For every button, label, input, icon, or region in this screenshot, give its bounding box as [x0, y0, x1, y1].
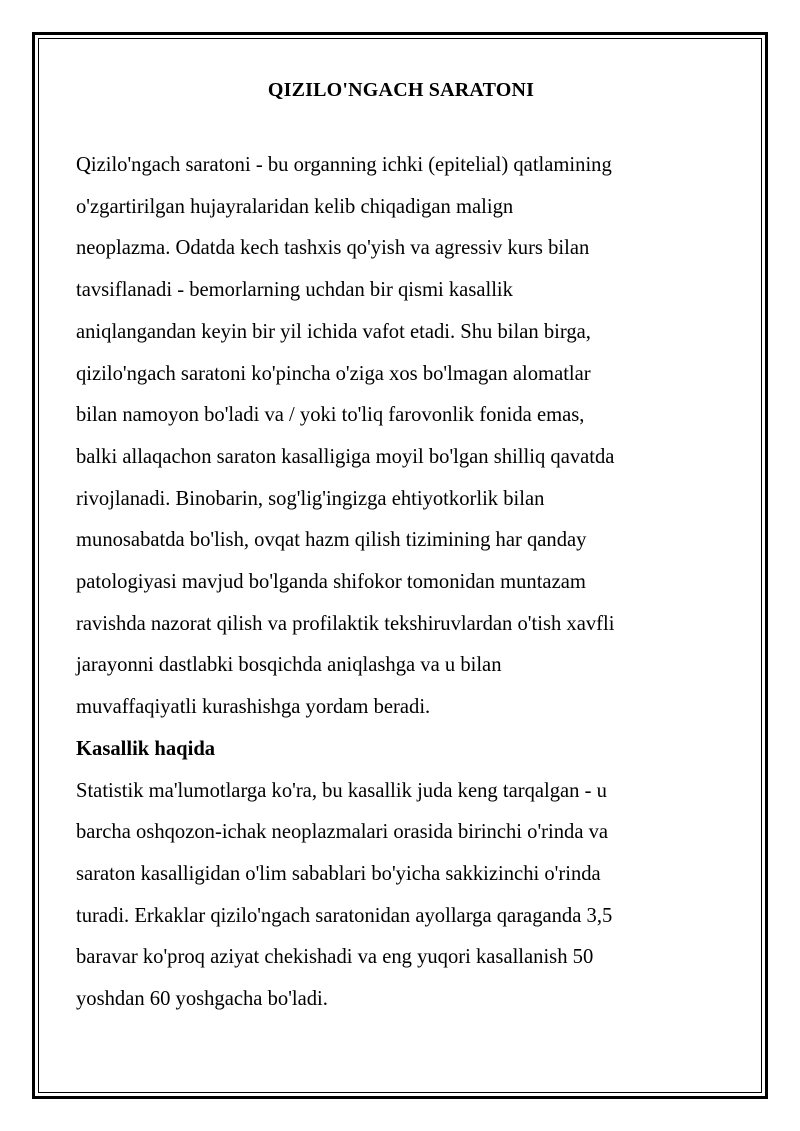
intro-line: qizilo'ngach saratoni ko'pincha o'ziga xos bo'lmagan alomatlar	[76, 362, 591, 385]
intro-line: munosabatda bo'lish, ovqat hazm qilish tizimining har qanday	[76, 529, 587, 552]
section-paragraph	[76, 771, 726, 1021]
intro-line: bilan namoyon bo'ladi va / yoki to'liq farovonlik fonida emas,	[76, 404, 585, 427]
intro-line: ravishda nazorat qilish va profilaktik tekshiruvlardan o'tish xavfli	[76, 612, 615, 635]
intro-line: patologiyasi mavjud bo'lganda shifokor tomonidan muntazam	[76, 571, 586, 594]
section-line: saraton kasalligidan o'lim sabablari bo'yicha sakkizinchi o'rinda	[76, 862, 601, 885]
section-line: yoshdan 60 yoshgacha bo'ladi.	[76, 988, 328, 1011]
section-heading: Kasallik haqida	[76, 737, 216, 760]
intro-line: aniqlangandan keyin bir yil ichida vafot etadi. Shu bilan birga,	[76, 320, 591, 343]
document-body	[76, 76, 726, 1021]
page-title: QIZILO'NGACH SARATONI	[267, 79, 535, 101]
intro-line: rivojlanadi. Binobarin, sog'lig'ingizga ehtiyotkorlik bilan	[76, 487, 545, 510]
intro-line: neoplazma. Odatda kech tashxis qo'yish va agressiv kurs bilan	[76, 237, 590, 260]
intro-line: muvaffaqiyatli kurashishga yordam beradi.	[76, 696, 431, 719]
intro-line: Qizilo'ngach saratoni - bu organning ichki (epitelial) qatlamining	[76, 154, 612, 176]
intro-line: o'zgartirilgan hujayralaridan kelib chiqadigan malign	[76, 195, 514, 218]
section-line: baravar ko'proq aziyat chekishadi va eng yuqori kasallanish 50	[76, 946, 594, 969]
intro-line: jarayonni dastlabki bosqichda aniqlashga va u bilan	[76, 654, 502, 677]
section-line: barcha oshqozon-ichak neoplazmalari orasida birinchi o'rinda va	[76, 821, 609, 844]
intro-paragraph	[76, 145, 726, 729]
section-line: turadi. Erkaklar qizilo'ngach saratonidan ayollarga qaraganda 3,5	[76, 904, 613, 927]
intro-line: tavsiflanadi - bemorlarning uchdan bir qismi kasallik	[76, 279, 513, 302]
section-line: Statistik ma'lumotlarga ko'ra, bu kasallik juda keng tarqalgan - u	[76, 779, 607, 802]
intro-line: balki allaqachon saraton kasalligiga moyil bo'lgan shilliq qavatda	[76, 445, 615, 468]
